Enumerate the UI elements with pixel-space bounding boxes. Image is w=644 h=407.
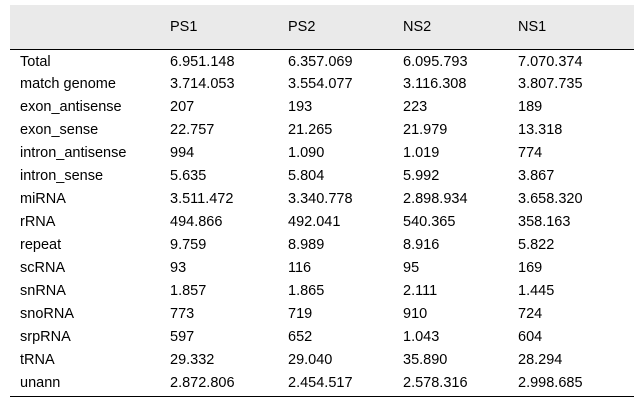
table-body — [10, 49, 634, 396]
cell-ns2: 21.979 — [403, 121, 448, 138]
header-cell-ns1: NS1 — [508, 5, 634, 49]
cell-ps2: 652 — [288, 328, 313, 345]
cell-ns1: 604 — [518, 328, 543, 345]
table-row — [10, 72, 634, 95]
table-row — [10, 95, 634, 118]
row-label: Total — [20, 53, 51, 70]
cell-ns2: 2.111 — [403, 282, 438, 299]
cell-ps1: 494.866 — [170, 213, 223, 230]
table-row — [10, 348, 634, 371]
table-row — [10, 233, 634, 256]
cell-ps2: 492.041 — [288, 213, 341, 230]
row-label: match genome — [20, 75, 116, 92]
table-row — [10, 141, 634, 164]
cell-ns1: 5.822 — [518, 236, 555, 253]
row-label: tRNA — [20, 351, 55, 368]
cell-ns1: 189 — [518, 98, 543, 115]
cell-ps1: 207 — [170, 98, 195, 115]
table-row — [10, 256, 634, 279]
table-row — [10, 187, 634, 210]
cell-ns1: 774 — [518, 144, 543, 161]
cell-ns2: 2.578.316 — [393, 371, 508, 396]
cell-ps2: 2.454.517 — [278, 371, 393, 396]
cell-ps2: 3.340.778 — [288, 190, 353, 207]
cell-ps2: 21.265 — [288, 121, 333, 138]
cell-ns1: 3.867 — [518, 167, 555, 184]
cell-ps1: 773 — [170, 305, 195, 322]
table-row — [10, 302, 634, 325]
cell-ns2: 95 — [403, 259, 420, 276]
cell-ps1: 1.857 — [170, 282, 207, 299]
table-row — [10, 118, 634, 141]
row-label: miRNA — [20, 190, 66, 207]
row-label: intron_antisense — [20, 144, 127, 161]
header-cell-label — [10, 5, 160, 49]
header-cell-ps2: PS2 — [278, 5, 393, 49]
cell-ps1: 597 — [170, 328, 195, 345]
table-row — [10, 325, 634, 348]
table-row — [10, 164, 634, 187]
cell-ns1: 3.658.320 — [518, 190, 583, 207]
cell-ns1: 3.807.735 — [518, 75, 583, 92]
cell-ps2: 719 — [288, 305, 313, 322]
table-header — [10, 5, 634, 49]
cell-ps1: 29.332 — [170, 351, 215, 368]
table-row — [10, 371, 634, 396]
cell-ns1: 7.070.374 — [518, 53, 583, 70]
cell-ps2: 1.865 — [288, 282, 325, 299]
cell-ns2: 540.365 — [403, 213, 456, 230]
cell-ps1: 5.635 — [170, 167, 207, 184]
row-label: intron_sense — [20, 167, 104, 184]
cell-ps2: 193 — [288, 98, 313, 115]
cell-ps2: 116 — [288, 259, 312, 276]
cell-ps2: 6.357.069 — [288, 53, 353, 70]
cell-ps1: 3.511.472 — [170, 190, 234, 207]
cell-ps1: 6.951.148 — [170, 53, 235, 70]
cell-ns2: 2.898.934 — [403, 190, 468, 207]
row-label: rRNA — [20, 213, 56, 230]
cell-ps1: 3.714.053 — [170, 75, 235, 92]
cell-ns2: 8.916 — [403, 236, 440, 253]
cell-ps2: 8.989 — [288, 236, 325, 253]
table-row — [10, 279, 634, 302]
table-row — [10, 210, 634, 233]
cell-ps2: 3.554.077 — [288, 75, 353, 92]
cell-ns2: 35.890 — [403, 351, 448, 368]
cell-ps2: 5.804 — [288, 167, 325, 184]
cell-ns1: 358.163 — [518, 213, 571, 230]
cell-ps2: 1.090 — [288, 144, 325, 161]
row-label: exon_antisense — [20, 98, 122, 115]
row-label: exon_sense — [20, 121, 99, 138]
cell-ns2: 910 — [403, 305, 428, 322]
cell-ps1: 2.872.806 — [160, 371, 278, 396]
row-label: scRNA — [20, 259, 66, 276]
cell-ns2: 223 — [403, 98, 428, 115]
cell-ns2: 3.116.308 — [403, 75, 467, 92]
cell-ns1: 724 — [518, 305, 543, 322]
row-label: snoRNA — [20, 305, 74, 322]
cell-ps1: 22.757 — [170, 121, 215, 138]
cell-ns1: 2.998.685 — [508, 371, 634, 396]
table-row — [10, 49, 634, 72]
row-label: unann — [10, 371, 160, 396]
header-cell-ns2: NS2 — [393, 5, 508, 49]
header-row — [10, 5, 634, 49]
cell-ns2: 1.043 — [403, 328, 440, 345]
cell-ns2: 6.095.793 — [403, 53, 468, 70]
data-table — [10, 5, 634, 397]
cell-ns1: 1.445 — [518, 282, 555, 299]
cell-ps1: 9.759 — [170, 236, 207, 253]
cell-ns2: 5.992 — [403, 167, 440, 184]
row-label: repeat — [20, 236, 62, 253]
cell-ps1: 994 — [170, 144, 195, 161]
header-cell-ps1: PS1 — [160, 5, 278, 49]
cell-ns2: 1.019 — [403, 144, 440, 161]
row-label: snRNA — [20, 282, 66, 299]
cell-ns1: 28.294 — [518, 351, 563, 368]
cell-ps1: 93 — [170, 259, 187, 276]
cell-ns1: 169 — [518, 259, 543, 276]
row-label: srpRNA — [20, 328, 71, 345]
cell-ns1: 13.318 — [518, 121, 563, 138]
cell-ps2: 29.040 — [288, 351, 333, 368]
